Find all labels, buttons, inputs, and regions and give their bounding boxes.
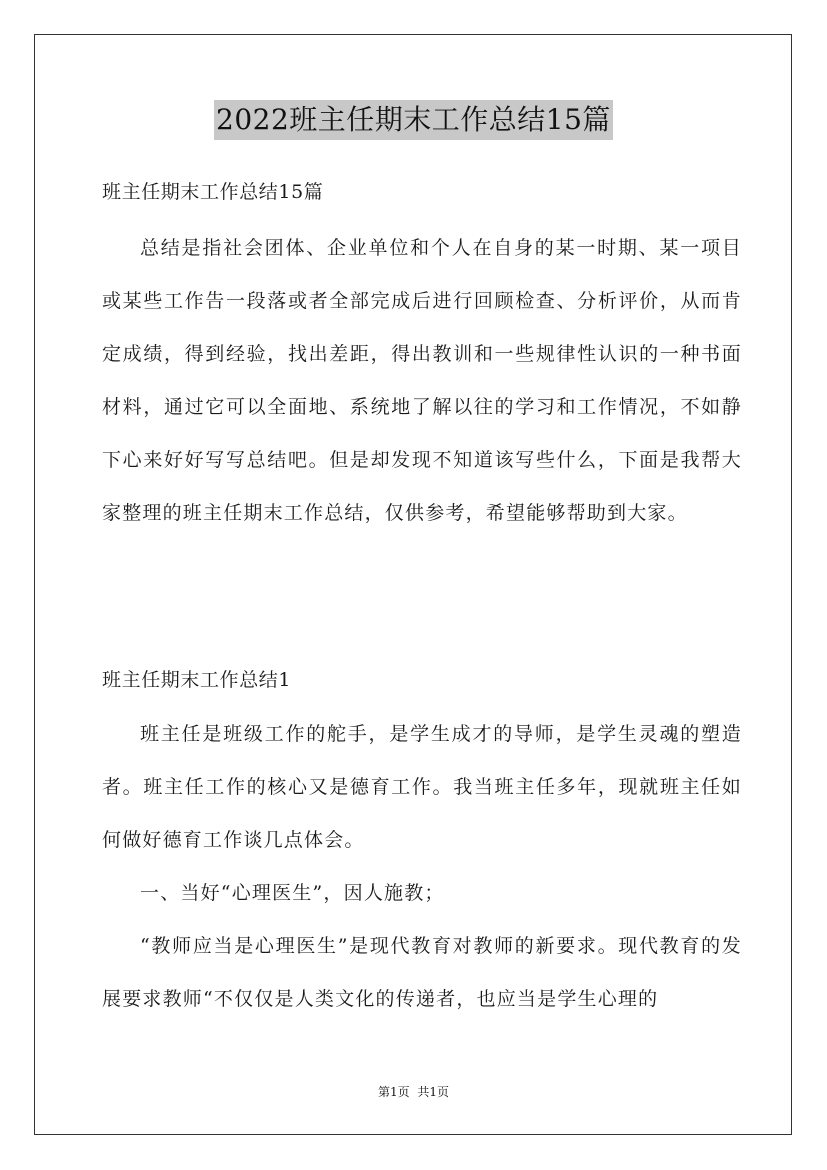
document-title: 2022班主任期末工作总结15篇 — [214, 100, 613, 140]
document-subtitle: 班主任期末工作总结15篇 — [102, 181, 324, 203]
section-paragraph-2: 一、当好“心理医生”，因人施教； — [140, 882, 445, 904]
title-container — [0, 100, 827, 140]
intro-paragraph: 总结是指社会团体、企业单位和个人在自身的某一时期、某一项目或某些工作告一段落或者全部完成后进行回顾检查、分析评价，从而肯定成绩，得到经验，找出差距，得出教训和一些规律性认识的一种书面材料，通过它可以全面地、系统地了解以往的学习和工作情况，不如静下心来好好写写总结吧。但是却发现不知道该写些什么，下面是我帮大家整理的班主任期末工作总结，仅供参考，希望能够帮助到大家。 — [102, 237, 742, 524]
section-heading: 班主任期末工作总结1 — [102, 669, 292, 691]
intro-block — [102, 222, 742, 540]
section-paragraph-3: “教师应当是心理医生”是现代教育对教师的新要求。现代教育的发展要求教师“不仅仅是人类文化的传递者，也应当是学生心理的 — [102, 935, 742, 1010]
page-current: 第1页 — [377, 1085, 410, 1099]
section-paragraph-1: 班主任是班级工作的舵手，是学生成才的导师，是学生灵魂的塑造者。班主任工作的核心又是德育工作。我当班主任多年，现就班主任如何做好德育工作谈几点体会。 — [102, 723, 742, 851]
page-total: 共1页 — [417, 1085, 450, 1099]
page-footer — [0, 1083, 827, 1100]
section-body — [102, 708, 742, 1026]
